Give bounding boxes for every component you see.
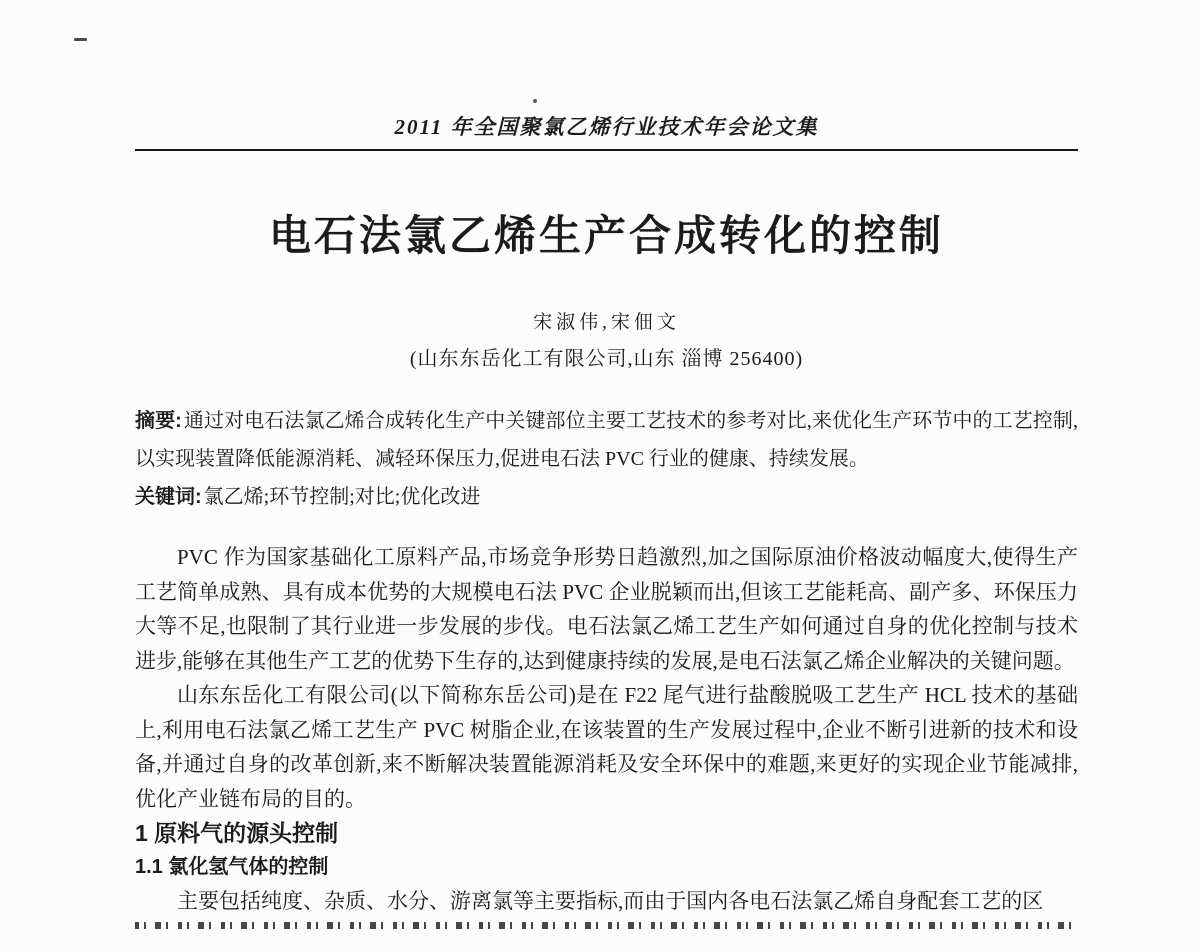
- affiliation-line: (山东东岳化工有限公司,山东 淄博 256400): [409, 348, 804, 370]
- section-1-heading: 1 原料气的源头控制: [135, 820, 339, 846]
- body-paragraph-1: PVC 作为国家基础化工原料产品,市场竞争形势日趋激烈,加之国际原油价格波动幅度大,使得生产工艺简单成熟、具有成本优势的大规模电石法 PVC 企业脱颖而出,但该工艺能耗高、副产多、环保压力大等不足,也限制了其行业进一步发展的步伐。电石法氯乙烯工艺生产如何通过自身的优化控制与技术进步,能够在其他生产工艺的优势下生存的,达到健康持续的发展,是电石法氯乙烯企业解决的关键问题。: [135, 545, 1078, 673]
- abstract-paragraph: [135, 402, 1078, 478]
- keywords-line: [135, 478, 1078, 516]
- proceedings-header: 2011 年全国聚氯乙烯行业技术年会论文集: [394, 115, 819, 139]
- keywords-text: 氯乙烯;环节控制;对比;优化改进: [203, 486, 481, 508]
- scan-artifact-dot: [533, 99, 537, 103]
- authors-line: 宋淑伟,宋佃文: [533, 312, 680, 333]
- abstract-text: 通过对电石法氯乙烯合成转化生产中关键部位主要工艺技术的参考对比,来优化生产环节中的工艺控制,以实现装置降低能源消耗、减轻环保压力,促进电石法 PVC 行业的健康、持续发展。: [135, 410, 1078, 470]
- clipped-bottom-text-row: [135, 922, 1078, 929]
- body-paragraph-3: 主要包括纯度、杂质、水分、游离氯等主要指标,而由于国内各电石法氯乙烯自身配套工艺的区: [177, 889, 1044, 913]
- abstract-label: 摘要:: [135, 410, 182, 432]
- body-paragraph-2: 山东东岳化工有限公司(以下简称东岳公司)是在 F22 尾气进行盐酸脱吸工艺生产 HCL 技术的基础上,利用电石法氯乙烯工艺生产 PVC 树脂企业,在该装置的生产发展过程中,企业不断引进新的技术和设备,并通过自身的改革创新,来不断解决装置能源消耗及安全环保中的难题,来更好的实现企业节能减排,优化产业链布局的目的。: [135, 683, 1078, 811]
- paper-title: 电石法氯乙烯生产合成转化的控制: [268, 212, 944, 259]
- section-1-1-heading: 1.1 氯化氢气体的控制: [135, 856, 329, 878]
- scan-artifact-dash: [74, 38, 87, 41]
- header-divider-rule: [135, 149, 1078, 151]
- abstract-block: [135, 402, 1078, 516]
- keywords-label: 关键词:: [135, 486, 202, 508]
